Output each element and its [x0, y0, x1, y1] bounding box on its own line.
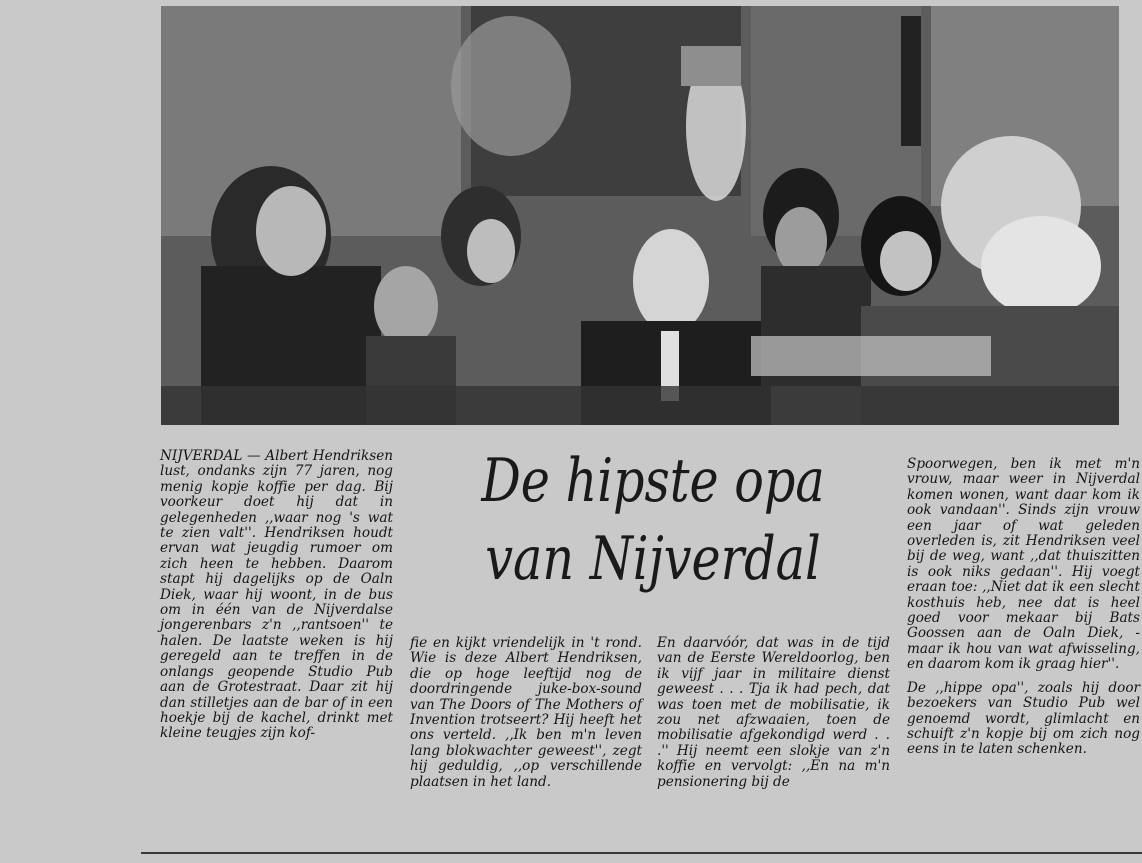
headline-line-1: De hipste opa [481, 446, 825, 516]
article-column-4 [907, 457, 1140, 758]
article-paragraph: De ,,hippe opa'', zoals hij door bezoekers van Studio Pub wel genoemd wordt, glimlacht en schuift z'n kopje bij om zich nog eens in te laten schenken. [907, 679, 1140, 758]
article-paragraph: fie en kijkt vriendelijk in 't rond. Wie is deze Albert Hendriksen, die op hoge leeftijd nog de doordringende juke-box-sound van The Doors of The Mothers of Invention trotseert? Hij heeft het ons verteld. ,,Ik ben m'n leven lang blokwachter geweest'', zegt hij geduldig, ,,op verschillende plaatsen in het land. [410, 635, 642, 790]
article-column-2 [410, 636, 642, 790]
headline-line-2: van Nijverdal [485, 524, 821, 594]
article-column-1 [160, 449, 393, 742]
article-column-3 [657, 636, 890, 790]
bottom-rule [141, 852, 1142, 854]
article-paragraph: NIJVERDAL — Albert Hendriksen lust, ondanks zijn 77 jaren, nog menig kopje koffie per dag. Bij voorkeur doet hij dat in gelegenheden ,,waar nog 's wat te zien valt''. Hendriksen houdt ervan wat jeugdig rumoer om zich heen te hebben. Daarom stapt hij dagelijks op de Oaln Diek, waar hij woont, in de bus om in één van de Nijverdalse jongerenbars z'n ,,rantsoen'' te halen. De laatste weken is hij geregeld aan te treffen in de onlangs geopende Studio Pub aan de Grotestraat. Daar zit hij dan stilletjes aan de bar of in een hoekje bij de kachel, drinkt met kleine teugjes zijn kof- [160, 448, 393, 742]
headline [449, 442, 857, 598]
news-photo [161, 6, 1119, 425]
article-paragraph: Spoorwegen, ben ik met m'n vrouw, maar weer in Nijverdal komen wonen, want daar kom ik ook vandaan''. Sinds zijn vrouw een jaar of wat geleden overleden is, zit Hendriksen veel bij de weg, want ,,dat thuiszitten is ook niks gedaan''. Hij voegt eraan toe: ,,Niet dat ik een slecht kosthuis heb, nee dat is heel goed voor mekaar bij Bats Goossen aan de Oaln Diek, - maar ik hou van wat afwisseling, en daarom kom ik graag hier''. [907, 456, 1140, 673]
article-paragraph: En daarvóór, dat was in de tijd van de Eerste Wereldoorlog, ben ik vijf jaar in militaire dienst geweest . . . Tja ik had pech, dat was toen met de mobilisatie, ik zou net afzwaaien, toen de mobilisatie afgekondigd werd . . .'' Hij neemt een slokje van z'n koffie en vervolgt: ,,En na m'n pensionering bij de [657, 635, 890, 790]
